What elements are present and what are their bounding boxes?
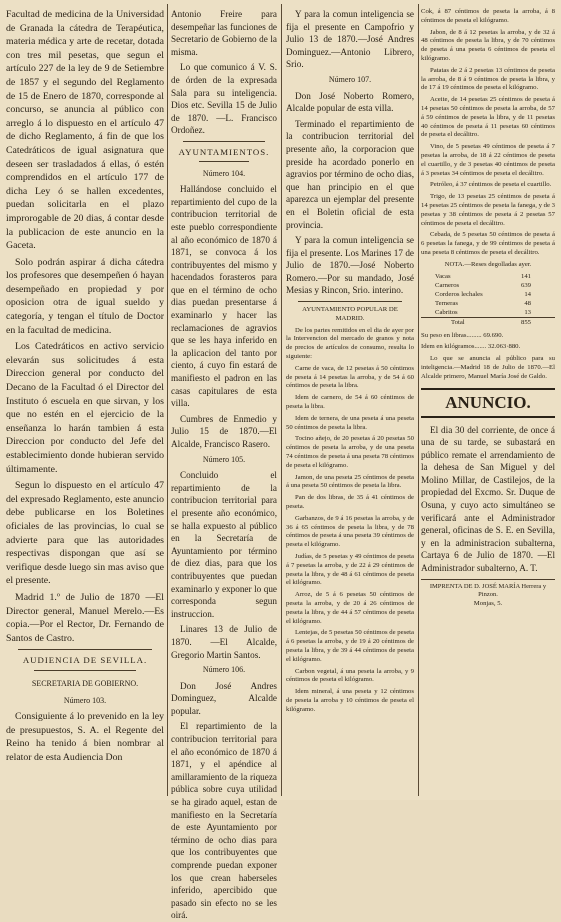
paragraph: Solo podrán aspirar á dicha cátedra los profesores que desempeñen ó hayan desempeñado en propiedad y por oposicion otra de igual sueldo y categoría, y tengan el título de Doctor en la facultad de medicina. — [6, 256, 164, 336]
divider — [199, 161, 249, 162]
paragraph: Don José Andres Dominguez, Alcalde popular. — [171, 680, 277, 716]
column-3 — [286, 8, 414, 792]
section-heading-city: MADRID. — [335, 314, 365, 322]
divider — [298, 301, 402, 302]
paragraph: El dia 30 del corriente, de once á una de su tarde, se subastará en público remate el arrendamiento de la dehesa de San Miguel y del Molino Millar, de Castilejos, de la propiedad del Excmo. Sr. Duque de Osuna, y cuyo acto simultáneo se verificará ante el Administrador general, oficinas de S. E. en Sevilla, y en la administracion subalterna, Cartaya 6 de Julio de 1870. —El Administrador subalterno, A. T. — [421, 424, 555, 574]
price-entry: Carbon vegetal, á una peseta la arroba, y 9 céntimos de peseta el kilógramo. — [286, 667, 414, 684]
price-entry: Cok, á 87 céntimos de peseta la arroba, á 8 céntimos de peseta el kilógramo. — [421, 8, 555, 24]
paragraph: Lo que se anuncia al público para su inteligencia.—Madrid 18 de Julio de 1870.—El Alcalde primero, Manuel María José de Galdo. — [421, 355, 555, 380]
weight-line: Idem en kilógramos....... 32.063·880. — [421, 343, 521, 351]
price-entry: Garbanzos, de 9 á 16 pesetas la arroba, y de 36 á 65 céntimos de peseta la libra, y de 78 céntimos de peseta á una peseta 39 céntimos de peseta el kilógramo. — [286, 514, 414, 549]
paragraph: El repartimiento de la contribucion territorial para el año económico de 1870 á 1871, y el apéndice al amillaramiento de la riqueza pública sobre cuya utilidad se ha girado aquel, estan de manifiesto en la Secretaría de este Ayuntamiento por término de ocho dias para que los contribuyentes que comprende puedan exponer los que crean haberseles inferido, apercibido que pasado sin efecto no se les oirá. — [171, 721, 277, 921]
price-entry: Arroz, de 5 á 6 pesetas 50 céntimos de peseta la arroba, y de 20 á 26 céntimos de peseta la libra, y de 44 á 57 céntimos de peseta el kilógramo. — [286, 591, 414, 625]
price-entry: Jamon, de una peseta 25 céntimos de peseta á una peseta 50 céntimos de peseta la libra. — [286, 473, 414, 490]
paragraph: Lo que comunico á V. S. de órden de la expresada Sala para su inteligencia. Dios etc. Sevilla 15 de Julio de 1870. —L. Francisco Ordoñez. — [171, 62, 277, 136]
paragraph: Hallándose concluido el repartimiento del cupo de la contribucion territorial de este pueblo correspondiente al año económico de 1870 á 1871, se convoca á los contribuyentes del mismo y hacendados forasteros para que en el término de ocho dias puedan presentarse á examinarlo y hacer las reclamaciones de agravios que se les haya inferido en la aplicacion del tanto por ciento, á cuyo fin estará de manifiesto el padron en las casas capitulares de esta villa. — [171, 184, 277, 409]
table-row: Terneras 48 — [435, 299, 531, 307]
section-heading: AYUNTAMIENTO POPULAR DE — [302, 306, 398, 314]
price-entry: Idem mineral, á una peseta y 12 céntimos de peseta la arroba y 10 céntimos de peseta el kilógramo. — [286, 688, 414, 713]
table-row: Cabritos 13 — [435, 308, 531, 316]
price-entry: Idem de ternera, de una peseta á una peseta 50 céntimos de peseta la libra. — [286, 414, 414, 431]
price-entry: Vino, de 5 pesetas 49 céntimos de peseta á 7 pesetas la arroba, de 18 á 22 céntimos de peseta el cuartillo, y de 3 pesetas 40 céntimos de peseta á 3 pesetas 34 céntimos de peseta el decálitro. — [421, 143, 555, 177]
price-entry: Judías, de 5 pesetas y 49 céntimos de peseta á 7 pesetas la arroba, y de 22 á 29 céntimos de peseta la libra, y de 48 á 61 céntimos de peseta el kilógramo. — [286, 552, 414, 587]
price-entry: Patatas de 2 á 2 pesetas 13 céntimos de peseta la arroba, de 8 á 9 céntimos de peseta la libra, y de 17 á 19 céntimos de peseta el kilógramo. — [421, 66, 555, 92]
divider — [183, 141, 265, 142]
column-2 — [171, 8, 277, 921]
table-total-row: Total 855 — [421, 317, 555, 327]
price-entry: Carne de vaca, de 12 pesetas á 50 céntimos de peseta á 14 pesetas la arroba, y de 54 á 60 céntimos de peseta la libra. — [286, 364, 414, 390]
price-entry: Aceite, de 14 pesetas 25 céntimos de peseta á 14 pesetas 50 céntimos de peseta la arroba, de 57 á 59 céntimos de peseta la libra, y de 11 pesetas 40 céntimos de peseta á 11 pesetas 60 céntimos de peseta el decálitro. — [421, 96, 555, 139]
table-row: Corderos lechales 14 — [435, 290, 531, 298]
section-heading: AYUNTAMIENTOS. — [178, 146, 270, 157]
paragraph: Concluido el repartimiento de la contribucion territorial para el presente año económico, se halla expuesto al público en la Secretaría de Ayuntamiento por término de diez dias, para que los contribuyentes que puedan examinarlo y exponer lo que corresponda segun instruccion. — [171, 470, 277, 619]
column-rule — [167, 4, 168, 796]
table-row: Carneros 639 — [435, 281, 531, 289]
column-4 — [421, 8, 555, 792]
notice-number: Número 107. — [328, 74, 372, 84]
price-entry: Idem de carnero, de 54 á 60 céntimos de peseta la libra. — [286, 394, 414, 411]
paragraph: Don José Noberto Romero, Alcalde popular de esta villa. — [286, 90, 414, 114]
price-entry: Tocino añejo, de 20 pesetas á 20 pesetas 50 céntimos de peseta la arroba, y de una peseta 74 céntimos de peseta á una peseta 78 céntimos de peseta el kilógramo. — [286, 435, 414, 469]
column-rule — [418, 4, 419, 796]
price-entry: Cebada, de 5 pesetas 50 céntimos de peseta á 6 pesetas la fanega, y de 99 céntimos de peseta á una peseta 8 céntimos de peseta el decálitro. — [421, 231, 555, 256]
paragraph: Facultad de medicina de la Universidad de Granada la cátedra de Terapéutica, materia médica y arte de recetar, dotada con tres mil pesetas, que segun el artículo 227 de la ley de 9 de Setiembre de 1857 y el segundo del Reglamento de 15 de Enero de 1870, corresponde al concurso, se anuncia al público con arreglo á lo dispuesto en el artículo 47 de dicho Reglamento, á fin de que los Catedráticos de igual asignatura que deseen ser trasladados á ellas, ó estén comprendidos en el artículo 177 de dicha Ley ó se hallen excedentes, puedan solicitarla en el plazo improrogable de 20 dias, á contar desde la publicacion de este anuncio en la Gaceta. — [6, 9, 164, 252]
price-entry: Jabon, de 8 á 12 pesetas la arroba, y de 32 á 48 céntimos de peseta la libra, y de 70 céntimos de peseta á una peseta 6 céntimos de peseta el kilógramo. — [421, 28, 555, 62]
printer-imprint: IMPRENTA DE D. JOSÉ MARÍA Herrera y Pinzon. — [421, 579, 555, 600]
note-heading: NOTA.—Reses degolladas ayer. — [444, 260, 532, 268]
divider — [18, 649, 152, 650]
price-entry: Trigo, de 13 pesetas 25 céntimos de peseta á 14 pesetas 25 céntimos de peseta la fanega, y de 3 pesetas y 38 céntimos de peseta á 2 pesetas 57 céntimos de peseta el decálitro. — [421, 193, 555, 227]
price-entry: Lentejas, de 5 pesetas 50 céntimos de peseta á 6 pesetas la arroba, y de 19 á 20 céntimos de peseta la libra, y de 39 á 44 céntimos de peseta el kilógramo. — [286, 629, 414, 663]
paragraph: Consiguiente á lo prevenido en la ley de presupuestos, S. A. el Regente del Reino ha tenido á bien nombrar al relator de esta Audiencia Don — [6, 711, 164, 763]
paragraph: Los Catedráticos en activo servicio elevarán sus solicitudes á esta Direccion general por conducto del Decano de la Facultad ó el Director del Instituto ó escuela en que sirvan, y los que no estén en el ejercicio de la enseñanza lo harán tambien á esta Direccion por conducto del Jefe del establecimiento donde hubieran servido últimamente. — [6, 341, 164, 475]
slaughter-table — [421, 272, 555, 327]
paragraph: Y para la comun inteligencia se fija el presente en Campofrio y Julio 13 de 1870.—José Andres Dominguez.—Antonio Librero, Srio. — [286, 9, 414, 70]
weight-line: Su peso en libras......... 69.690. — [421, 331, 504, 339]
column-1 — [6, 8, 164, 792]
table-row: Vacas 141 — [435, 272, 531, 280]
signature-line: Madrid 1.º de Julio de 1870 —El Director general, Manuel Merelo.—Es copia.—Por el Rector, Dr. Fernando de Santos de Castro. — [6, 591, 164, 644]
paragraph: De los partes remitidos en el dia de ayer por la Intervencion del mercado de granos y nota de precios de artículos de consumo, resulta lo siguiente: — [286, 326, 414, 361]
paragraph: Linares 13 de Julio de 1870. —El Alcalde, Gregorio Martin Santos. — [171, 624, 277, 660]
notice-number: Número 104. — [202, 168, 246, 178]
paragraph: Cumbres de Enmedio y Julio 15 de 1870.—El Alcalde, Francisco Rasero. — [171, 413, 277, 449]
price-entry: Pan de dos libras, de 35 á 41 céntimos de peseta. — [286, 494, 414, 510]
notice-number: Número 106. — [202, 665, 246, 675]
notice-number: Número 103. — [63, 695, 107, 705]
paragraph: Terminado el repartimiento de la contribucion territorial del presente año, la corporacion que preside ha acordado ponerlo en agravios por término de ocho dias, que han principio en el que aparezca un ejemplar del presente en el Boletin oficial de esta provincia. — [286, 118, 414, 230]
paragraph: Antonio Freire para desempeñar las funciones de Secretario de Gobierno de la misma. — [171, 9, 277, 57]
paragraph: Segun lo dispuesto en el artículo 47 del expresado Reglamento, este anuncio debe publicarse en los Boletines oficiales de las provincias, lo cual se advierte para que las autoridades respectivas dispongan que así se verifique desde luego sin mas aviso que el presente. — [6, 480, 164, 587]
price-entry: Petróleo, á 37 céntimos de peseta el cuartillo. — [430, 181, 552, 189]
section-heading: AUDIENCIA DE SEVILLA. — [22, 655, 148, 666]
announcement-heading: ANUNCIO. — [421, 388, 555, 418]
column-rule — [281, 4, 282, 796]
divider — [34, 670, 136, 671]
paragraph: Y para la comun inteligencia se fija el presente. Los Marines 17 de Julio de 1870.—José Noberto Romero.—Por su mandado, José Mesias y Rincon, Srio. interino. — [286, 235, 414, 296]
notice-number: Número 105. — [202, 454, 246, 464]
subsection-heading: SECRETARIA DE GOBIERNO. — [31, 678, 139, 688]
printer-address: Monjas, 5. — [473, 599, 503, 607]
